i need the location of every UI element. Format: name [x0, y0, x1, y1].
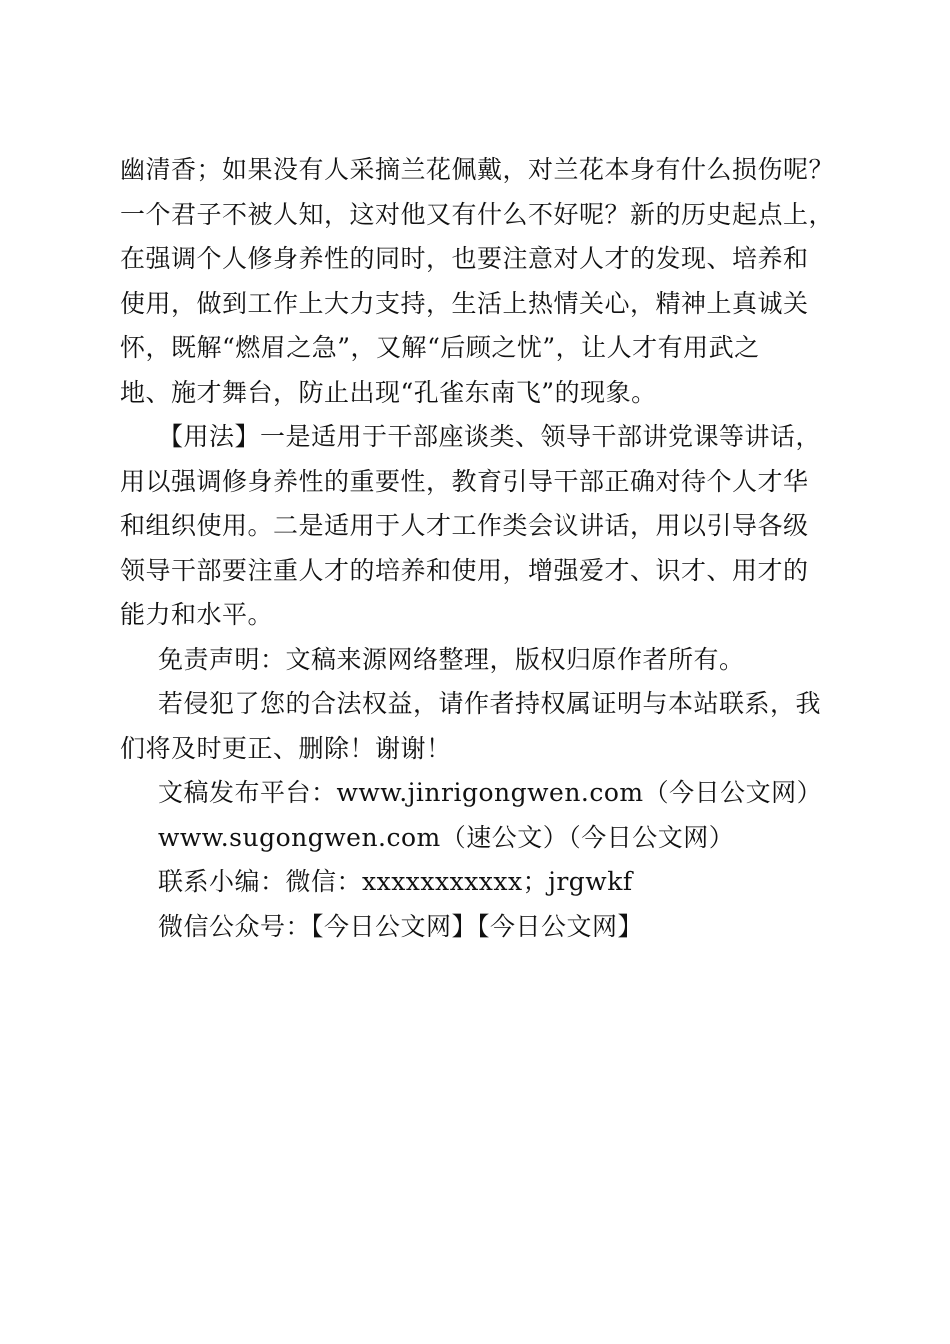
- text-line: 们将及时更正、删除！谢谢！: [120, 733, 452, 763]
- text-line: 和组织使用。二是适用于人才工作类会议讲话，用以引导各级: [120, 511, 809, 540]
- text-line: 【用法】一是适用于干部座谈类、领导干部讲党课等讲话，: [158, 422, 822, 451]
- platform-text: 文稿发布平台：www.jinrigongwen.com（今日公文网）: [158, 778, 823, 807]
- usage-paragraph: [120, 415, 832, 638]
- wechat-paragraph: [120, 905, 832, 950]
- contact-paragraph: [120, 860, 832, 905]
- text-line: 地、施才舞台，防止出现“孔雀东南飞”的现象。: [120, 377, 657, 407]
- document-page: [120, 148, 835, 949]
- platform-paragraph: [120, 771, 832, 816]
- text-line: 用以强调修身养性的重要性，教育引导干部正确对待个人才华: [120, 466, 809, 496]
- infringement-paragraph: [120, 682, 832, 771]
- text-line: 怀，既解“燃眉之急”，又解“后顾之忧”，让人才有用武之: [120, 333, 760, 362]
- text-line: 领导干部要注重人才的培养和使用，增强爱才、识才、用才的: [120, 555, 809, 585]
- platform2-text: www.sugongwen.com（速公文）（今日公文网）: [158, 822, 735, 852]
- wechat-text: 微信公众号：【今日公文网】【今日公文网】: [158, 911, 644, 941]
- text-line: 在强调个人修身养性的同时，也要注意对人才的发现、培养和: [120, 244, 809, 273]
- disclaimer-paragraph: [120, 638, 832, 683]
- body-paragraph-1: [120, 148, 835, 415]
- text-line: 幽清香；如果没有人采摘兰花佩戴，对兰花本身有什么损伤呢？: [120, 155, 835, 184]
- text-line: 能力和水平。: [120, 600, 274, 629]
- contact-text: 联系小编：微信：xxxxxxxxxxx；jrgwkf: [158, 867, 633, 896]
- platform2-paragraph: [120, 816, 832, 861]
- text-line: 使用，做到工作上大力支持，生活上热情关心，精神上真诚关: [120, 288, 809, 318]
- disclaimer-text: 免责声明：文稿来源网络整理，版权归原作者所有。: [158, 644, 745, 674]
- text-line: 若侵犯了您的合法权益，请作者持权属证明与本站联系，我: [158, 689, 822, 718]
- text-line: 一个君子不被人知，这对他又有什么不好呢？新的历史起点上，: [120, 199, 835, 229]
